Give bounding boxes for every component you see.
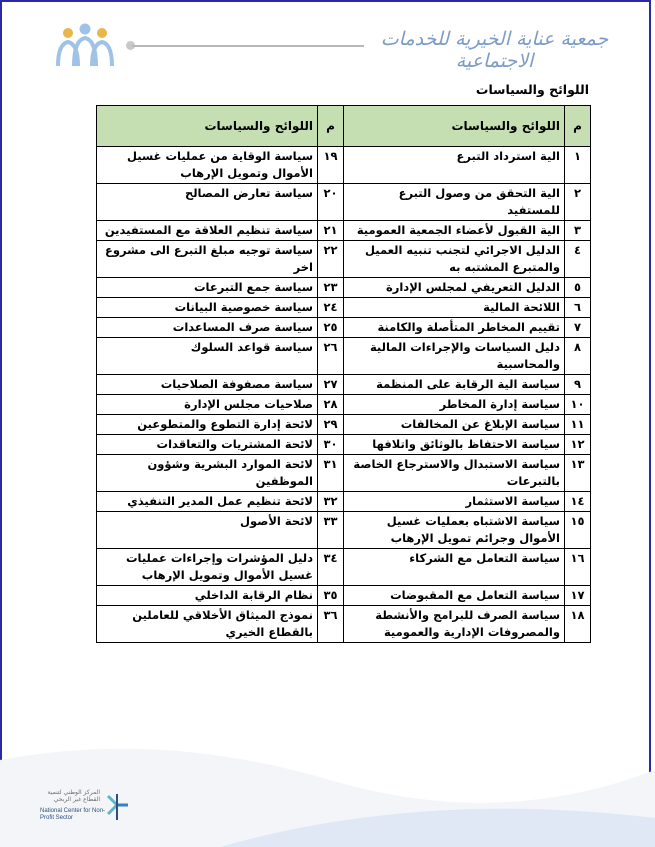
footer-org-english: National Center for Non-Profit Sector [40, 808, 106, 821]
row-number: ١٢ [565, 435, 591, 455]
row-number: ٢ [565, 184, 591, 221]
policy-title: سياسة تعارض المصالح [97, 184, 318, 221]
policy-title: نظام الرقابة الداخلي [97, 586, 318, 606]
table-row [97, 415, 591, 435]
table-row [97, 241, 591, 278]
row-number: ٢٨ [318, 395, 344, 415]
row-number: ٩ [565, 375, 591, 395]
table-row [97, 586, 591, 606]
row-number: ٦ [565, 298, 591, 318]
table-row [97, 492, 591, 512]
policy-title: سياسة قواعد السلوك [97, 338, 318, 375]
row-number: ٢٩ [318, 415, 344, 435]
row-number: ١١ [565, 415, 591, 435]
table-row [97, 395, 591, 415]
row-number: ٢٧ [318, 375, 344, 395]
row-number: ٣٢ [318, 492, 344, 512]
policy-title: تقييم المخاطر المتأصلة والكامنة [344, 318, 565, 338]
brand-name: جمعية عناية الخيرية للخدمات الاجتماعية [380, 28, 609, 72]
policy-title: الية استرداد التبرع [344, 147, 565, 184]
decorative-wave [0, 700, 655, 847]
column-header-number: م [565, 106, 591, 147]
row-number: ١٥ [565, 512, 591, 549]
row-number: ٤ [565, 241, 591, 278]
policy-title: دليل المؤشرات وإجراءات عمليات غسيل الأموال وتمويل الإرهاب [97, 549, 318, 586]
footer-org-arabic: المركز الوطني لتنمية القطاع غير الربحي [47, 789, 100, 803]
policy-title: سياسة الية الرقابة على المنظمة [344, 375, 565, 395]
row-number: ٢٠ [318, 184, 344, 221]
table-row [97, 221, 591, 241]
policy-title: سياسة إدارة المخاطر [344, 395, 565, 415]
policy-title: دليل السياسات والإجراءات المالية والمحاسبية [344, 338, 565, 375]
policy-title: لائحة إدارة التطوع والمتطوعين [97, 415, 318, 435]
policy-title: لائحة الأصول [97, 512, 318, 549]
policy-title: سياسة الاستثمار [344, 492, 565, 512]
row-number: ٣٣ [318, 512, 344, 549]
row-number: ٧ [565, 318, 591, 338]
row-number: ٣١ [318, 455, 344, 492]
policy-title: سياسة الوقاية من عمليات غسيل الأموال وتمويل الإرهاب [97, 147, 318, 184]
charity-people-logo-icon [52, 22, 118, 68]
row-number: ١٧ [565, 586, 591, 606]
row-number: ١٤ [565, 492, 591, 512]
policy-title: لائحة المشتريات والتعاقدات [97, 435, 318, 455]
row-number: ٨ [565, 338, 591, 375]
table-row [97, 606, 591, 643]
policy-title: سياسة تنظيم العلاقة مع المستفيدين [97, 221, 318, 241]
policy-title: لائحة تنظيم عمل المدير التنفيذي [97, 492, 318, 512]
row-number: ٣ [565, 221, 591, 241]
policy-title: نموذج الميثاق الأخلاقي للعاملين بالقطاع الخيري [97, 606, 318, 643]
policy-title: سياسة الإبلاغ عن المخالفات [344, 415, 565, 435]
policy-title: اللائحة المالية [344, 298, 565, 318]
policy-title: سياسة الاستبدال والاسترجاع الخاصة بالتبرعات [344, 455, 565, 492]
table-row [97, 512, 591, 549]
row-number: ١٩ [318, 147, 344, 184]
row-number: ٢٣ [318, 278, 344, 298]
page-title: اللوائح والسياسات [475, 82, 589, 97]
policy-title: سياسة توجيه مبلغ التبرع الى مشروع اخر [97, 241, 318, 278]
policy-title: سياسة الاشتباه بعمليات غسيل الأموال وجرائم تمويل الإرهاب [344, 512, 565, 549]
policy-title: سياسة التعامل مع المقبوضات [344, 586, 565, 606]
row-number: ٣٤ [318, 549, 344, 586]
table-row [97, 375, 591, 395]
ncnp-logo-icon [104, 792, 130, 822]
row-number: ١٨ [565, 606, 591, 643]
table-row [97, 184, 591, 221]
policies-table [96, 105, 591, 643]
policy-title: سياسة التعامل مع الشركاء [344, 549, 565, 586]
row-number: ١٦ [565, 549, 591, 586]
column-header-number: م [318, 106, 344, 147]
row-number: ٣٦ [318, 606, 344, 643]
column-header-title: اللوائح والسياسات [344, 106, 565, 147]
row-number: ٢٤ [318, 298, 344, 318]
policy-title: لائحة الموارد البشرية وشؤون الموظفين [97, 455, 318, 492]
policy-title: الدليل التعريفي لمجلس الإدارة [344, 278, 565, 298]
policy-title: سياسة مصفوفة الصلاحيات [97, 375, 318, 395]
table-row [97, 278, 591, 298]
table-row [97, 435, 591, 455]
table-row [97, 455, 591, 492]
row-number: ١٠ [565, 395, 591, 415]
policy-title: صلاحيات مجلس الإدارة [97, 395, 318, 415]
row-number: ٣٠ [318, 435, 344, 455]
policy-title: سياسة الاحتفاظ بالوثائق واتلافها [344, 435, 565, 455]
policy-title: سياسة جمع التبرعات [97, 278, 318, 298]
row-number: ١ [565, 147, 591, 184]
table-row [97, 338, 591, 375]
page-header [0, 0, 655, 90]
policy-title: الدليل الاجرائي لتجنب تنبيه العميل والمتبرع المشتبه به [344, 241, 565, 278]
table-row [97, 549, 591, 586]
row-number: ٥ [565, 278, 591, 298]
row-number: ٢٥ [318, 318, 344, 338]
policy-title: سياسة الصرف للبرامج والأنشطة والمصروفات الإدارية والعمومية [344, 606, 565, 643]
table-header-row [97, 106, 591, 147]
policy-title: الية التحقق من وصول التبرع للمستفيد [344, 184, 565, 221]
table-row [97, 318, 591, 338]
row-number: ٢٢ [318, 241, 344, 278]
policy-title: سياسة خصوصية البيانات [97, 298, 318, 318]
policy-title: الية القبول لأعضاء الجمعية العمومية [344, 221, 565, 241]
table-row [97, 147, 591, 184]
policy-title: سياسة صرف المساعدات [97, 318, 318, 338]
row-number: ١٣ [565, 455, 591, 492]
table-row [97, 298, 591, 318]
row-number: ٣٥ [318, 586, 344, 606]
row-number: ٢٦ [318, 338, 344, 375]
header-divider [132, 45, 364, 47]
row-number: ٢١ [318, 221, 344, 241]
column-header-title: اللوائح والسياسات [97, 106, 318, 147]
